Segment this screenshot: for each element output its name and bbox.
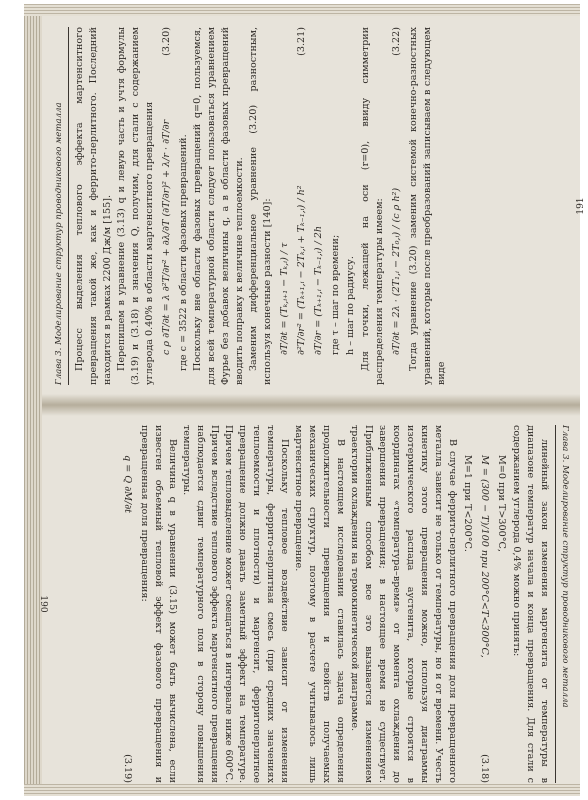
- equation-body: М = (300 − Т)/100 при 200°С<Т<300°С,: [479, 455, 490, 658]
- paragraph: где с = 3522 в области фазовых превращений.: [178, 134, 189, 371]
- paragraph: В случае феррито-перлитного превращения доля превращенного металла зависит не только от температуры, но и от времени. Учесть кинетику этого превращения можно, используя диаграммы изотермического распада аустенита, которые строятся в координатах «температура–время» от момента охлаждения до завершения превращения; в настоящее время не существует. Приближенным способом все это вызывается изменением траектории охлаждения на термокинетической диаграмме.: [349, 425, 458, 783]
- book-gutter: [42, 394, 580, 416]
- running-header: Глава 3. Моделирование структур проводникового металла: [555, 425, 572, 783]
- page-number: 191: [576, 197, 586, 215]
- open-book: [24, 4, 586, 796]
- two-page-spread: [38, 16, 586, 784]
- paragraph: Поскольку вне области фазовых превращений q=0, пользуемся, для всей температурной области следует пользоваться уравнением Фурье без добавок величины q, а в области фазовых превращений вводить поправку к величине теплоемкости.: [192, 27, 245, 385]
- equation-number: (3.22): [391, 27, 402, 56]
- equation-body: q = Q ∂M/∂t: [122, 455, 133, 514]
- equation-difference-radius: [312, 27, 326, 355]
- equation-body: ∂T/∂t = (Tₖ,ᵢ₊₁ − Tₖ,ᵢ) / τ: [279, 242, 290, 355]
- paragraph: Величина q в уравнении (3.15) может быть вычислена, если известен объемный тепловой эффект фазового превращения и превращенная доля превращения:: [139, 425, 178, 783]
- equation-number: (3.20): [161, 27, 172, 56]
- equation-3-18: [477, 455, 491, 783]
- equation-number: (3.18): [479, 754, 490, 783]
- condition-line: М=1 при Т<200°С.: [462, 455, 473, 552]
- page-edges-bottom: [24, 784, 580, 796]
- page-190: [38, 425, 572, 783]
- definition: где τ – шаг по времени;: [330, 234, 341, 355]
- paragraph: Перепишем в уравнение (3.13) q и левую часть и учтя формулы (3.19) и (3.18) и значения Q, получим, для стали с содержанием углерода 0.40% в области мартенситного превращения: [116, 27, 155, 385]
- definition: h – шаг по радиусу.: [345, 256, 356, 355]
- equation-3-20: [160, 27, 174, 355]
- paragraph: Для точки, лежащей на оси (r=0), ввиду симметрии распределения температуры имеем:: [360, 27, 385, 385]
- condition-line: М=0 при Т>300°С,: [496, 455, 507, 552]
- paragraph: линейный закон изменения мартенсита от температуры в диапазоне температур начала и конца превращения. Для стали с содержанием углерода 0,4% можно принять:: [511, 425, 550, 783]
- equation-body: ∂T/∂t = 2λ · (2T₁,ᵢ − 2T₀,ᵢ) / (c ρ h²): [391, 187, 402, 355]
- equation-difference-time: [278, 27, 292, 355]
- paragraph: Процесс выделения теплового эффекта мартенситного превращения такой же, как и феррито-перлитного. Последний находится в рамках 2200 Дж/м [155].: [74, 27, 113, 385]
- page-number: 190: [38, 595, 48, 613]
- running-header: Глава 3. Моделирование структур проводникового металла: [52, 27, 69, 385]
- page-191: [52, 27, 586, 385]
- paragraph: Поскольку тепловое воздействие зависит от изменения температуры, феррито-перлитная смесь (при средних значениях теплоемкости и плотности) и мартенсит, ферритоперлитное превращение должно давать заметный эффект на температуре. Причем тепловыделение может смещаться в интервале ниже 600°С. Причем вследствие теплового эффекта мартенситного превращения наблюдается сдвиг температурного поля в сторону повышения температуры.: [181, 425, 290, 783]
- paragraph: Заменим дифференциальное уравнение (3.20) разностным, используя конечные разности [140]:: [248, 27, 273, 385]
- equation-body: c ρ ∂T/∂t = λ ∂²T/∂r² + ∂λ/∂T (∂T/∂r)² + λ/r · ∂T/∂r: [161, 119, 172, 355]
- paragraph: Тогда уравнение (3.20) заменим системой конечно-разностных уравнений, которые после преобразований записываем в следующем виде: [408, 27, 447, 385]
- paragraph: В настоящем исследовании ставилась задача определения продолжительности превращения и свойств получаемых механических структур, поэтому в расчете учитывалось лишь мартенситное превращение.: [293, 425, 346, 783]
- equation-body: ∂T/∂r = (Tₖ₊₁,ᵢ − Tₖ₋₁,ᵢ) / 2h: [313, 225, 324, 355]
- equation-number: (3.19): [122, 754, 133, 783]
- equation-3-22: [390, 27, 404, 355]
- page-edges-top: [24, 4, 580, 16]
- equation-3-21: [295, 27, 309, 355]
- equation-body: ∂²T/∂r² = (Tₖ₊₁,ᵢ − 2Tₖ,ᵢ + Tₖ₋₁,ᵢ) / h²: [296, 185, 307, 355]
- equation-number: (3.21): [296, 27, 307, 56]
- equation-3-19: [120, 455, 134, 783]
